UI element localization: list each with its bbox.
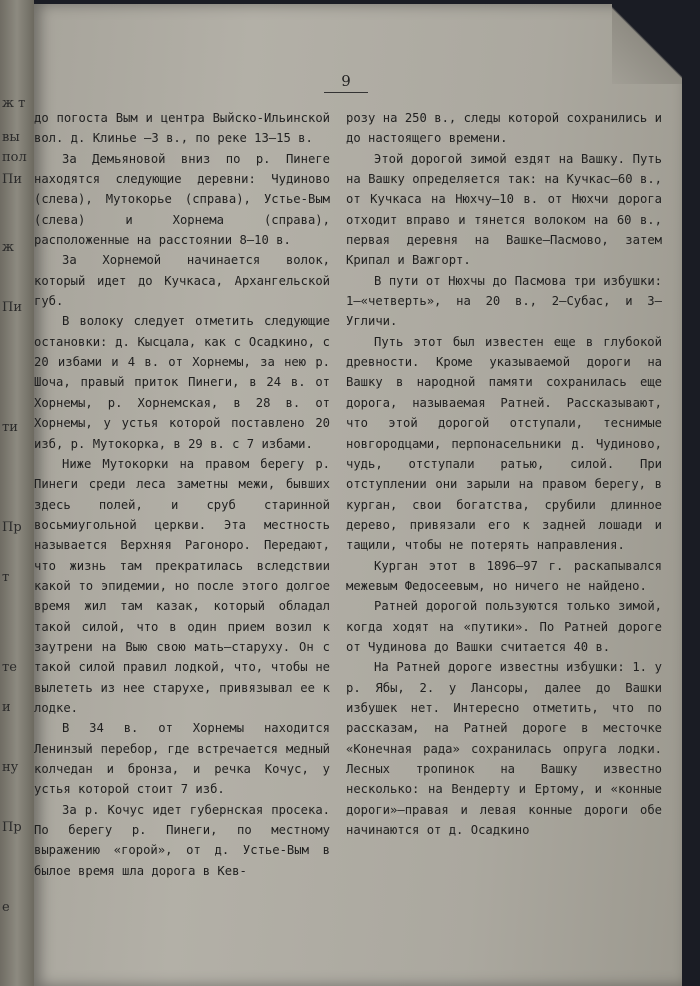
- paragraph: В пути от Нюхчы до Пасмова три избушки: 1—«четверть», на 20 в., 2—Субас, и 3—Угличи.: [346, 273, 662, 329]
- facing-page-fragment: пол: [2, 150, 27, 165]
- right-text-column: [346, 108, 662, 840]
- facing-page-fragment: Пи: [2, 172, 23, 187]
- left-text-column: [34, 108, 330, 881]
- facing-page-fragment: те: [2, 660, 17, 675]
- facing-page-fragment: и: [2, 700, 11, 715]
- page-number: 9: [341, 72, 351, 90]
- paragraph: За Хорнемой начинается волок, который идет до Кучкаса, Архангельской губ.: [34, 253, 330, 309]
- paragraph: до погоста Вым и центра Выйско-Ильинской вол. д. Клинье —3 в., по реке 13—15 в.: [34, 111, 330, 146]
- paragraph: В волоку следует отметить следующие остановки: д. Кысцала, как с Осадкино, с 20 избами и 4 в. от Хорнемы, за нею р. Шоча, правый приток Пинеги, в 24 в. от Хорнемы, р. Хорнемская, в 28 в. от Хорнемы, у устья которой поставлено 20 изб, р. Мутокорка, в 29 в. с 7 избами.: [34, 314, 330, 451]
- paragraph: В 34 в. от Хорнемы находится Ленинзый перебор, где встречается медный колчедан и бронза, и речка Кочус, у устья которой стоит 7 изб.: [34, 721, 330, 797]
- paragraph: За Демьяновой вниз по р. Пинеге находятся следующие деревни: Чудиново (слева), Мутокорье (справа), Устье-Вым (слева) и Хорнема (справа), расположенные на расстоянии 8—10 в.: [34, 151, 330, 248]
- paragraph: За р. Кочус идет губернская просека. По берегу р. Пинеги, по местному выражению «горой», от д. Устье-Вым в былое время шла дорога в Кев-: [34, 802, 330, 878]
- facing-page-fragment: ж т: [2, 96, 26, 111]
- facing-page-fragment: Пр: [2, 520, 22, 535]
- book-page: [34, 4, 682, 986]
- folded-corner: [612, 4, 682, 84]
- facing-page-fragment: вы: [2, 130, 20, 145]
- paragraph: розу на 250 в., следы которой сохранились и до настоящего времени.: [346, 111, 662, 146]
- facing-page-edge: [0, 0, 34, 986]
- paragraph: Путь этот был известен еще в глубокой древности. Кроме указываемой дороги на Вашку в народной памяти сохранилась еще дорога, называемая Ратней. Рассказывают, что этой дорогой отступали, теснимые новгородцами, перпонасельники д. Чудиново, чудь, отступали ратью, силой. При отступлении они зарыли на правом берегу, в курган, свои богатства, срубили длинное дерево, привязали его к задней лошади и тащили, чтобы не потерять направления.: [346, 334, 662, 553]
- facing-page-fragment: Пи: [2, 300, 23, 315]
- facing-page-fragment: ж: [2, 240, 14, 255]
- paragraph: Курган этот в 1896—97 г. раскапывался межевым Федосеевым, но ничего не найдено.: [346, 558, 662, 593]
- facing-page-fragment: ти: [2, 420, 18, 435]
- facing-page-fragment: е: [2, 900, 10, 915]
- facing-page-fragment: Пр: [2, 820, 22, 835]
- paragraph: На Ратней дороге известны избушки: 1. у р. Ябы, 2. у Лансоры, далее до Вашки избушек нет. Интересно отметить, что по рассказам, на Ратней дороге в месточке «Конечная рада» сохранилась опруга лодки. Лесных тропинок на Вашку известно несколько: на Вендерту и Ертому, и «конные дороги»—правая и левая конные дороги обе начинаются от д. Осадкино: [346, 660, 662, 838]
- facing-page-fragment: т: [2, 570, 10, 585]
- page-number-rule: [324, 92, 368, 93]
- paragraph: Этой дорогой зимой ездят на Вашку. Путь на Вашку определяется так: на Кучкас—60 в., от Кучкаса на Нюхчу—10 в. от Нюхчи дорога отходит вправо и тянется волоком на 60 в., первая деревня на Вашке—Пасмово, затем Крипал и Важгорт.: [346, 151, 662, 268]
- facing-page-fragment: ну: [2, 760, 19, 775]
- paragraph: Ниже Мутокорки на правом берегу р. Пинеги среди леса заметны межи, бывших здесь полей, и сруб старинной восьмиугольной церкви. Эта местность называется Верхняя Рагоноро. Передают, что жизнь там прекратилась вследствии какой то эпидемии, но после этого долгое время жил там казак, который обладал такой силой, что в один прием возил к заутрени на Выю свою мать—старуху. Он с такой силой правил лодкой, что, чтобы не вылететь из нее старухе, привязывал ее к лодке.: [34, 456, 330, 715]
- paragraph: Ратней дорогой пользуются только зимой, когда ходят на «путики». По Ратней дороге от Чудинова до Вашки считается 40 в.: [346, 599, 662, 654]
